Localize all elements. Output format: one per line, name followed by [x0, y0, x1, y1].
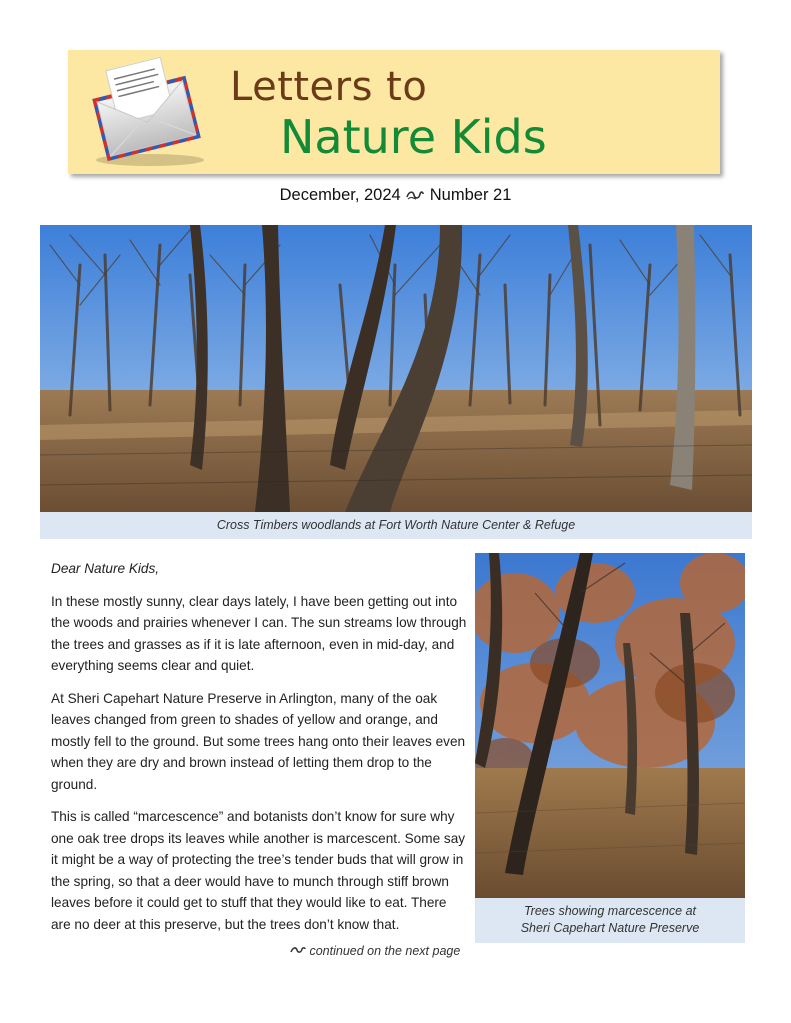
issue-line: [0, 186, 791, 205]
masthead-banner: [68, 50, 720, 174]
paragraph-2: At Sheri Capehart Nature Preserve in Arlington, many of the oak leaves changed from green to shades of yellow and orange, and mostly fell to the ground. But some trees hang onto their leaves even when they are dry and brown instead of letting them drop to the ground.: [51, 690, 466, 792]
continued-note: [290, 944, 490, 958]
title-line-1: Letters to: [230, 64, 428, 110]
continued-text: continued on the next page: [309, 944, 461, 958]
title-line-2: Nature Kids: [280, 110, 547, 164]
photo1-caption: Cross Timbers woodlands at Fort Worth Nature Center & Refuge: [40, 512, 752, 539]
swirl-separator-icon: [405, 187, 429, 204]
photo2-caption-line-1: Trees showing marcescence at: [523, 904, 697, 918]
envelope-icon: [88, 56, 208, 168]
letter-body: [51, 558, 469, 946]
swirl-icon: [290, 945, 306, 955]
salutation: Dear Nature Kids,: [51, 561, 160, 576]
photo2-caption-line-2: Sheri Capehart Nature Preserve: [520, 921, 700, 935]
marcescence-photo: [475, 553, 745, 898]
paragraph-1: In these mostly sunny, clear days lately, I have been getting out into the woods and prairies whenever I can. The sun streams low through the trees and grasses as if it is late afternoon, even in mid-day, and everything seems clear and quiet.: [51, 593, 467, 673]
paragraph-3: This is called “marcescence” and botanists don’t know for sure why one oak tree drops its leaves while another is marcescent. Some say it might be a way of protecting the tree’s tender buds that will grow in the spring, so that a deer would have to munch through stiff brown leaves before it could get to stuff that they would like to eat. There are no deer at this preserve, but the trees don’t know that.: [51, 809, 466, 932]
issue-number: Number 21: [429, 186, 512, 204]
photo2-caption: [475, 898, 745, 943]
issue-date: December, 2024: [279, 186, 401, 204]
woodland-panorama-photo: [40, 225, 752, 512]
